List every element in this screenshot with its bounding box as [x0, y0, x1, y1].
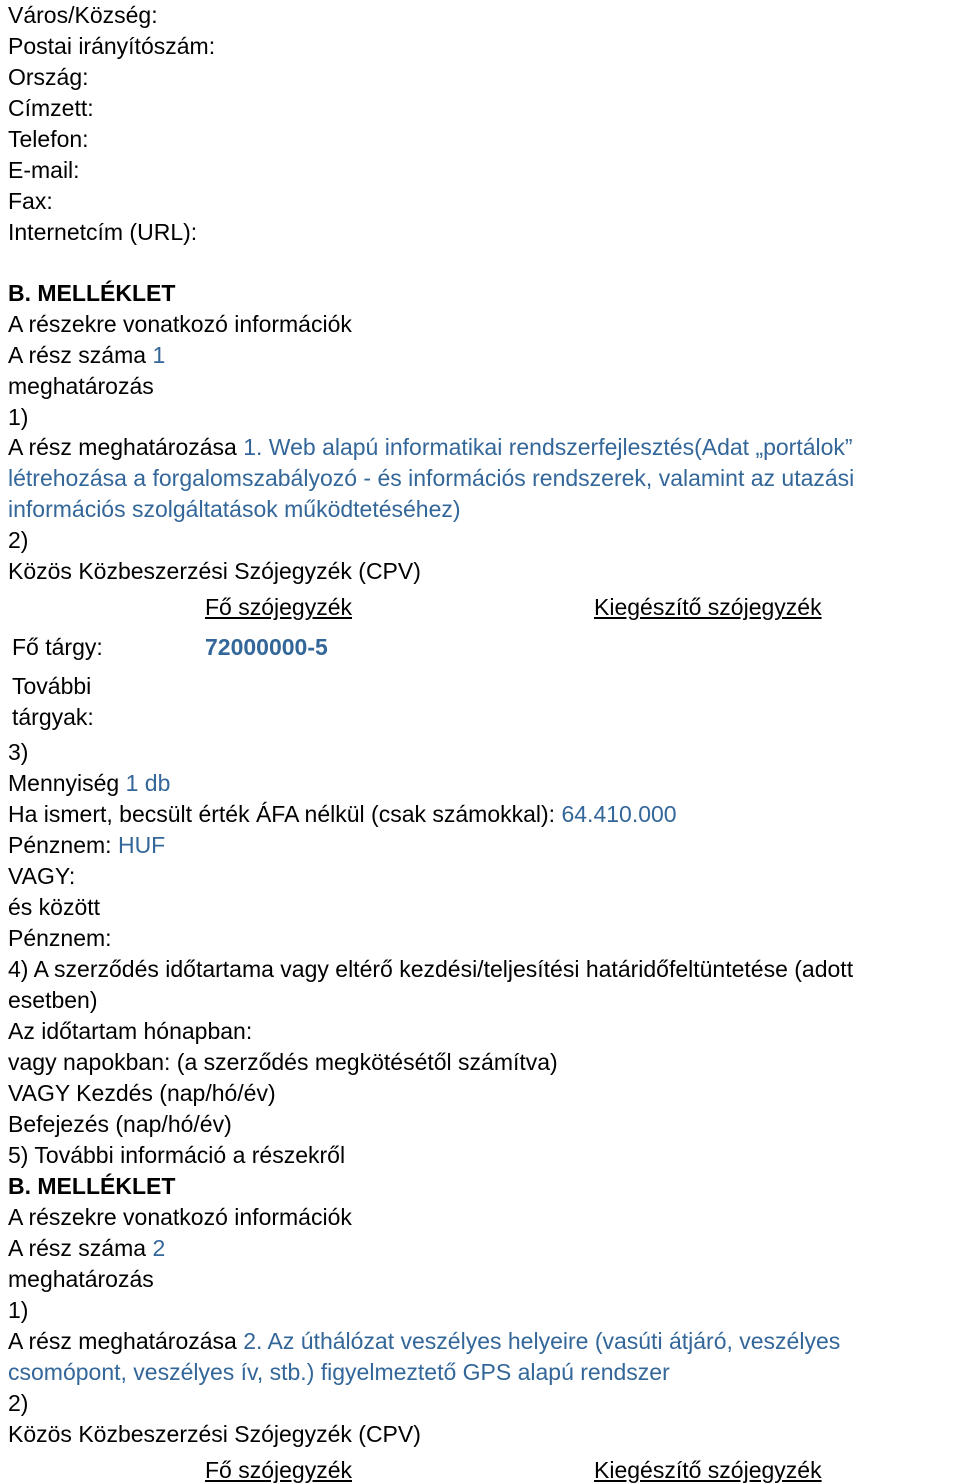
annex2-subtitle: A részekre vonatkozó információk — [8, 1204, 352, 1230]
between-label: és között — [8, 894, 101, 920]
part-definition-value-line1: 1. Web alapú informatikai rendszerfejlesztés(Adat „portálok” — [243, 434, 853, 460]
email-label: E-mail: — [8, 157, 80, 183]
quantity-label: Mennyiség — [8, 770, 120, 796]
annex2-part-definition — [8, 1330, 840, 1353]
annex2-definition-label: meghatározás — [8, 1266, 154, 1292]
annex2-part-number — [8, 1237, 165, 1260]
part-definition-value-line3: információs szolgáltatások működtetéséhez) — [8, 496, 461, 522]
quantity-value: 1 db — [125, 770, 171, 796]
currency-label: Pénznem: — [8, 832, 112, 858]
currency-value: HUF — [117, 832, 166, 858]
part-definition-label: A rész meghatározása — [8, 434, 237, 460]
annex1-cpv-title: Közös Közbeszerzési Szójegyzék (CPV) — [8, 558, 421, 584]
duration-months-label: Az időtartam hónapban: — [8, 1018, 253, 1044]
annex1-definition-label: meghatározás — [8, 373, 154, 399]
currency-row — [8, 834, 165, 857]
part-number-label: A rész száma — [8, 1235, 147, 1261]
part-number-value: 2 — [152, 1235, 166, 1261]
annex1-part-number — [8, 344, 165, 367]
end-date-label: Befejezés (nap/hó/év) — [8, 1111, 232, 1137]
cpv-main-subject-code: 72000000-5 — [205, 634, 328, 660]
part-definition-value-line2: létrehozása a forgalomszabályozó - és információs rendszerek, valamint az utazási — [8, 465, 855, 491]
annex1-heading: B. MELLÉKLET — [8, 280, 176, 306]
item4-line2: esetben) — [8, 987, 98, 1013]
or-label: VAGY: — [8, 863, 76, 889]
part-number-value: 1 — [152, 342, 166, 368]
annex2-heading: B. MELLÉKLET — [8, 1173, 176, 1199]
annex2-cpv-title: Közös Közbeszerzési Szójegyzék (CPV) — [8, 1421, 421, 1447]
annex1-item1-number: 1) — [8, 404, 29, 430]
recipient-label: Címzett: — [8, 95, 94, 121]
cpv-main-header: Fő szójegyzék — [205, 1457, 353, 1483]
cpv-other-subjects-label-line2: tárgyak: — [12, 704, 94, 730]
url-label: Internetcím (URL): — [8, 219, 198, 245]
annex1-item2-number: 2) — [8, 527, 29, 553]
duration-days-label: vagy napokban: (a szerződés megkötésétől számítva) — [8, 1049, 558, 1075]
start-date-label: VAGY Kezdés (nap/hó/év) — [8, 1080, 276, 1106]
part-definition-value-line1: 2. Az úthálózat veszélyes helyeire (vasúti átjáró, veszélyes — [243, 1328, 841, 1354]
estimate-value: 64.410.000 — [561, 801, 677, 827]
part-number-label: A rész száma — [8, 342, 147, 368]
cpv-supplementary-header: Kiegészítő szójegyzék — [594, 1457, 822, 1483]
estimate-row — [8, 803, 677, 826]
quantity-row — [8, 772, 170, 795]
item4-line1: 4) A szerződés időtartama vagy eltérő kezdési/teljesítési határidőfeltüntetése (adott — [8, 956, 854, 982]
estimate-label: Ha ismert, becsült érték ÁFA nélkül (csak számokkal): — [8, 801, 556, 827]
item5-label: 5) További információ a részekről — [8, 1142, 346, 1168]
annex1-subtitle: A részekre vonatkozó információk — [8, 311, 352, 337]
currency-label-2: Pénznem: — [8, 925, 112, 951]
annex2-item1-number: 1) — [8, 1297, 29, 1323]
fax-label: Fax: — [8, 188, 53, 214]
cpv-main-subject-label: Fő tárgy: — [12, 634, 103, 660]
annex2-item2-number: 2) — [8, 1390, 29, 1416]
country-label: Ország: — [8, 64, 89, 90]
city-label: Város/Község: — [8, 2, 158, 28]
cpv-main-header: Fő szójegyzék — [205, 594, 353, 620]
part-definition-label: A rész meghatározása — [8, 1328, 237, 1354]
phone-label: Telefon: — [8, 126, 89, 152]
cpv-supplementary-header: Kiegészítő szójegyzék — [594, 594, 822, 620]
annex1-item3-number: 3) — [8, 739, 29, 765]
cpv-other-subjects-label-line1: További — [12, 673, 92, 699]
postal-code-label: Postai irányítószám: — [8, 33, 216, 59]
annex1-part-definition — [8, 436, 853, 459]
part-definition-value-line2: csomópont, veszélyes ív, stb.) figyelmeztető GPS alapú rendszer — [8, 1359, 670, 1385]
